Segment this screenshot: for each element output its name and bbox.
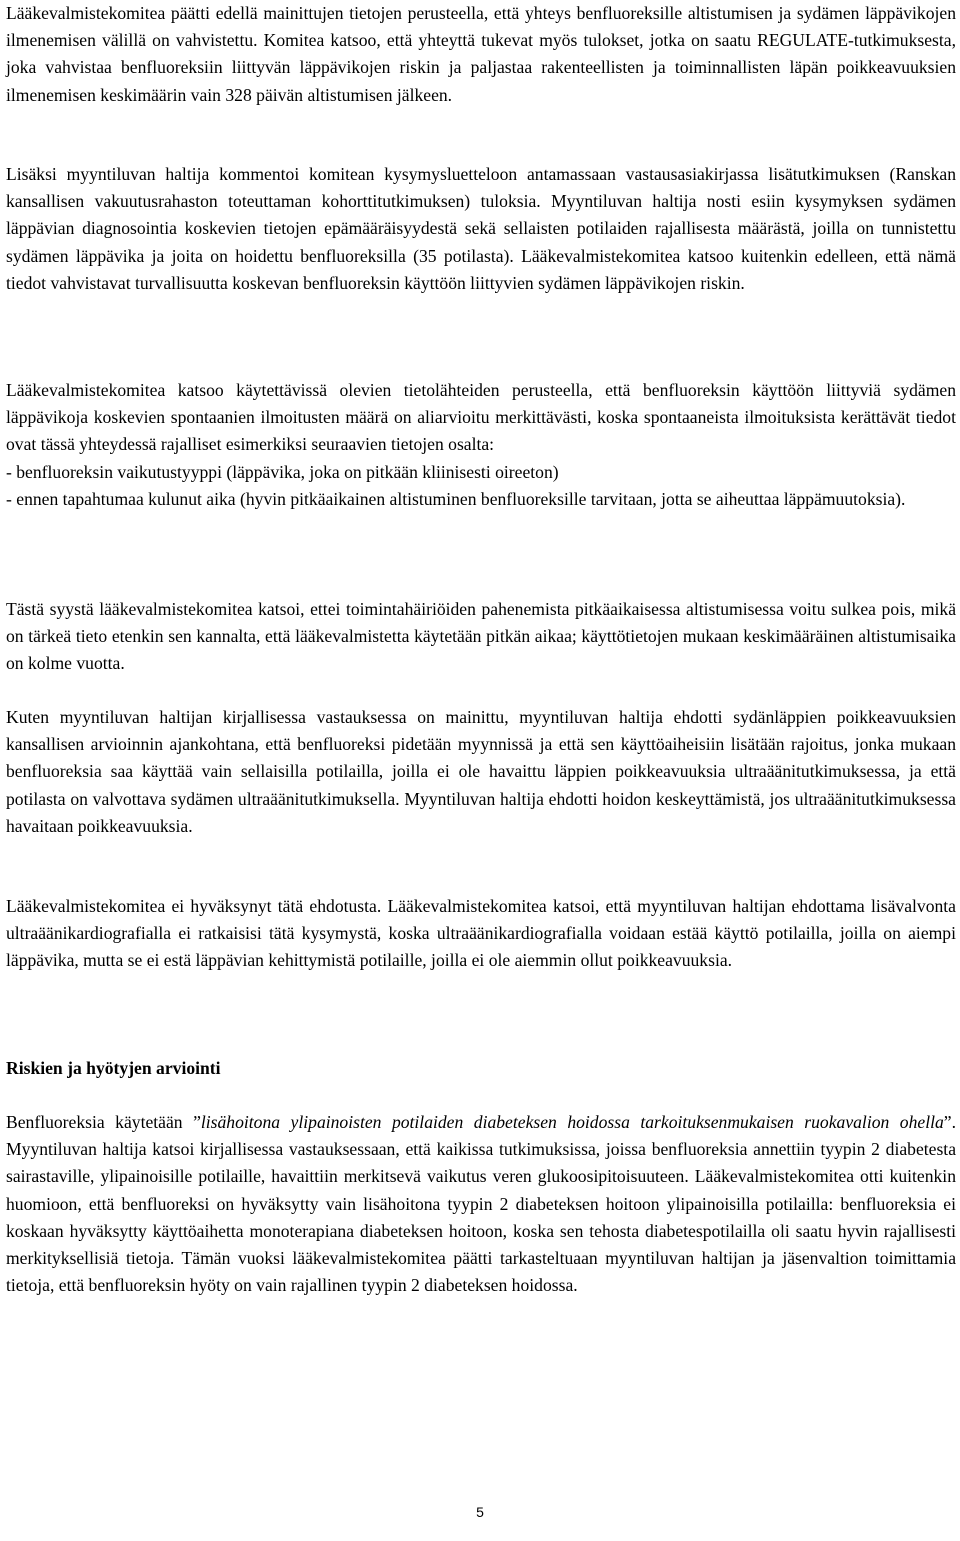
paragraph-3: Lääkevalmistekomitea katsoo käytettävissä olevien tietolähteiden perusteella, että benfluoreksin käyttöön liittyviä sydämen läppävikoja koskevien spontaanien ilmoitusten määrä on aliarvioitu merkittävästi, koska spontaaneista ilmoituksista kerättävät tiedot ovat tässä yhteydessä rajalliset esimerkiksi seuraavien tietojen osalta: [6,380,956,455]
paragraph-7-italic: lisähoitona ylipainoisten potilaiden diabeteksen hoidossa tarkoituksenmukaisen ruokavalion ohella [200,1112,944,1132]
list-item: - ennen tapahtumaa kulunut aika (hyvin pitkäaikainen altistuminen benfluoreksille tarvitaan, jotta se aiheuttaa läppämuutoksia). [6,488,906,509]
paragraph-1: Lääkevalmistekomitea päätti edellä mainittujen tietojen perusteella, että yhteys benfluoreksille altistumisen ja sydämen läppävikojen ilmenemisen välillä on vahvistettu. Komitea katsoo, että yhteyttä tukevat myös tulokset, jotka on saatu REGULATE-tutkimuksesta, joka vahvistaa benfluoreksiin liittyvän läppävikojen riskin ja paljastaa rakenteellisten ja toiminnallisten läpän poikkeavuuksien ilmenemisen keskimäärin vain 328 päivän altistumisen jälkeen. [6,3,956,105]
paragraph-7 [6,1109,956,1299]
paragraph-2: Lisäksi myyntiluvan haltija kommentoi komitean kysymysluetteloon antamassaan vastausasiakirjassa lisätutkimuksen (Ranskan kansallisen vakuutusrahaston toteuttaman kohorttitutkimuksen) tuloksia. Myyntiluvan haltija nosti esiin kysymyksen sydämen läppävian diagnosointia koskevien tietojen epämääräisyydestä sekä sellaisten potilaiden rajallisesta määrästä, joilla on tunnistettu sydämen läppävika ja joita on hoidettu benfluoreksilla (35 potilasta). Lääkevalmistekomitea katsoo kuitenkin edelleen, että nämä tiedot vahvistavat turvallisuutta koskevan benfluoreksin käyttöön liittyvien sydämen läppävikojen riskin. [6,164,956,293]
paragraph-7-rest: ”. Myyntiluvan haltija katsoi kirjallisessa vastauksessaan, että kaikissa tutkimuksissa, joissa benfluoreksia annettiin tyypin 2 diabetesta sairastaville, ylipainoisille potilaille, havaittiin merkitsevä vaikutus veren glukoosipitoisuuteen. Lääkevalmistekomitea otti kuitenkin huomioon, että benfluoreksi on hyväksytty vain lisähoitona tyypin 2 diabeteksen hoitoon ylipainoisilla potilailla: benfluoreksia ei koskaan hyväksytty käyttöaihetta monoterapiana diabeteksen hoitoon, koska sen tehosta diabetespotilailla oli saatu hyvin rajallisesti merkityksellisiä tietoja. Tämän vuoksi lääkevalmistekomitea päätti tarkasteltuaan myyntiluvan haltijan ja jäsenvaltion toimittamia tietoja, että benfluoreksin hyöty on vain rajallinen tyypin 2 diabeteksen hoidossa. [6,1112,956,1296]
paragraph-4: Tästä syystä lääkevalmistekomitea katsoi, ettei toimintahäiriöiden pahenemista pitkäaikaisessa altistumisessa voitu sulkea pois, mikä on tärkeä tieto etenkin sen kannalta, että lääkevalmistetta käytetään pitkän aikaa; käyttötietojen mukaan keskimääräinen altistumisaika on kolme vuotta. [6,599,956,674]
paragraph-3-block [6,377,956,513]
page-number: 5 [476,1504,484,1520]
paragraph-5: Kuten myyntiluvan haltijan kirjallisessa vastauksessa on mainittu, myyntiluvan haltija ehdotti sydänläppien poikkeavuuksien kansallisen arvioinnin ajankohtana, että benfluoreksi pidetään myynnissä ja että sen käyttöaiheisiin lisätään rajoitus, jonka mukaan benfluoreksia saa käyttää vain sellaisilla potilailla, joilla ei ole havaittu läppien poikkeavuuksia ultraäänitutkimuksessa, ja että potilasta on valvottava sydämen ultraäänitutkimuksella. Myyntiluvan haltija ehdotti hoidon keskeyttämistä, jos ultraäänitutkimuksessa havaitaan poikkeavuuksia. [6,707,956,836]
paragraph-7-lead: Benfluoreksia käytetään ” [6,1112,201,1132]
section-heading: Riskien ja hyötyjen arviointi [6,1058,221,1078]
paragraph-6: Lääkevalmistekomitea ei hyväksynyt tätä ehdotusta. Lääkevalmistekomitea katsoi, että myyntiluvan haltijan ehdottama lisävalvonta ultraäänikardiografialla ei ratkaisisi tätä kysymystä, koska ultraäänikardiografialla voidaan estää käyttö potilailla, joilla on aiempi läppävika, mutta se ei estä läppävian kehittymistä potilaille, joilla ei ole aiemmin ollut poikkeavuuksia. [6,896,956,971]
list-item: - benfluoreksin vaikutustyyppi (läppävika, joka on pitkään kliinisesti oireeton) [6,461,559,482]
